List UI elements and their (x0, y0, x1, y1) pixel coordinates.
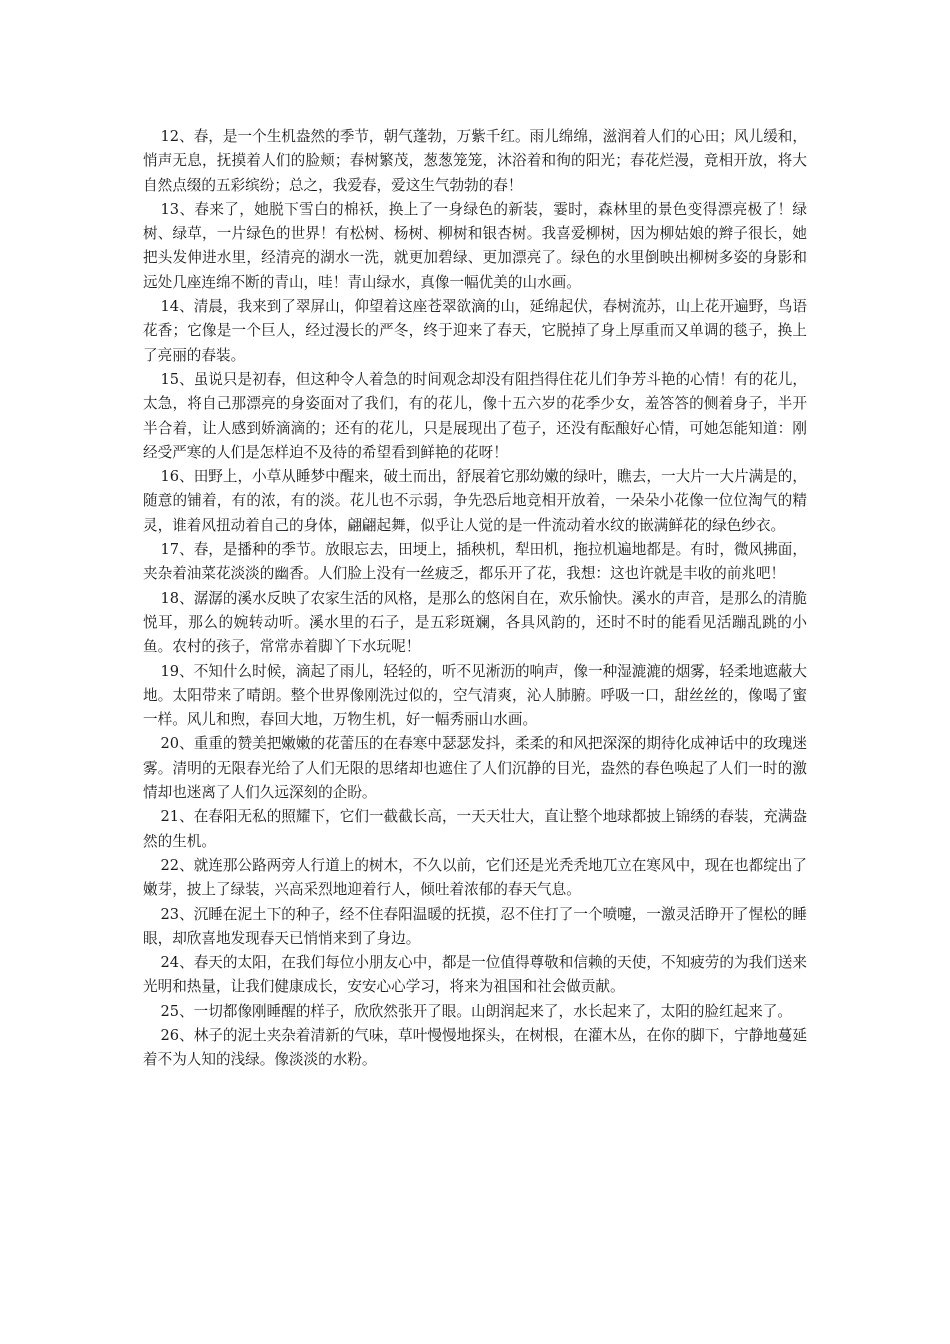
paragraph-16: 16、田野上，小草从睡梦中醒来，破土而出，舒展着它那幼嫩的绿叶，瞧去，一大片一大片满是的，随意的铺着，有的浓，有的淡。花儿也不示弱，争先恐后地竞相开放着，一朵朵小花像一位位淘气的精灵，谁着风扭动着自己的身体，翩翩起舞，似乎让人觉的是一件流动着水纹的嵌满鲜花的绿色纱衣。 (143, 468, 807, 534)
paragraph-20: 20、重重的赞美把嫩嫩的花蕾压的在春寒中瑟瑟发抖，柔柔的和风把深深的期待化成神话中的玫瑰迷雾。清明的无限春光给了人们无限的思绪却也遮住了人们沉静的目光，盎然的春色唤起了人们一时的激情却也迷离了人们久远深刻的企盼。 (143, 735, 807, 802)
paragraph-12: 12、春，是一个生机盎然的季节，朝气蓬勃，万紫千红。雨儿绵绵，滋润着人们的心田；风儿缓和，悄声无息，抚摸着人们的脸颊；春树繁茂，葱葱笼笼，沐浴着和徇的阳光；春花烂漫，竟相开放，将大自然点缀的五彩缤纷；总之，我爱春，爱这生气勃勃的春！ (143, 128, 807, 194)
paragraph-24: 24、春天的太阳，在我们每位小朋友心中，都是一位值得尊敬和信赖的天使，不知疲劳的为我们送来光明和热量，让我们健康成长，安安心心学习，将来为祖国和社会做贡献。 (143, 954, 807, 996)
paragraph-13: 13、春来了，她脱下雪白的棉袄，换上了一身绿色的新装，霎时，森林里的景色变得漂亮极了！绿树、绿草，一片绿色的世界！有松树、杨树、柳树和银杏树。我喜爱柳树，因为柳姑娘的辫子很长，她把头发伸进水里，经清亮的湖水一洗，就更加碧绿、更加漂亮了。绿色的水里倒映出柳树多姿的身影和远处几座连绵不断的青山，哇！青山绿水，真像一幅优美的山水画。 (143, 200, 807, 291)
paragraph-21: 21、在春阳无私的照耀下，它们一截截长高，一天天壮大，直让整个地球都披上锦绣的春装，充满盎然的生机。 (143, 808, 807, 850)
paragraph-23: 23、沉睡在泥土下的种子，经不住春阳温暖的抚摸，忍不住打了一个喷嚏，一激灵活睁开了惺松的睡眼，却欣喜地发现春天已悄悄来到了身边。 (143, 905, 807, 947)
paragraph-19: 19、不知什么时候，滴起了雨儿，轻轻的，听不见淅沥的响声，像一种湿漉漉的烟雾，轻柔地遮蔽大地。太阳带来了晴朗。整个世界像刚洗过似的，空气清爽，沁人肺腑。呼吸一口，甜丝丝的，像喝了蜜一样。风儿和煦，春回大地，万物生机，好一幅秀丽山水画。 (143, 662, 807, 729)
paragraph-17: 17、春，是播种的季节。放眼忘去，田埂上，插秧机，犁田机，拖拉机遍地都是。有时，微风拂面，夹杂着油菜花淡淡的幽香。人们脸上没有一丝疲乏，都乐开了花，我想：这也许就是丰收的前兆吧！ (143, 541, 807, 583)
paragraph-26: 26、林子的泥土夹杂着清新的气味，草叶慢慢地探头，在树根，在灌木丛，在你的脚下，宁静地蔓延着不为人知的浅绿。像淡淡的水粉。 (143, 1026, 807, 1069)
document-body (143, 125, 807, 1073)
paragraph-18: 18、潺潺的溪水反映了农家生活的风格，是那么的悠闲自在，欢乐愉快。溪水的声音，是那么的清脆悦耳，那么的婉转动听。溪水里的石子，是五彩斑斓，各具风韵的，还时不时的能看见活蹦乱跳的小鱼。农村的孩子，常常赤着脚丫下水玩呢！ (143, 589, 807, 656)
paragraph-14: 14、清晨，我来到了翠屏山，仰望着这座苍翠欲滴的山，延绵起伏，春树流苏，山上花开遍野，鸟语花香；它像是一个巨人，经过漫长的严冬，终于迎来了春天，它脱掉了身上厚重而又单调的毯子，换上了亮丽的春装。 (143, 298, 807, 364)
paragraph-15: 15、虽说只是初春，但这种令人着急的时间观念却没有阻挡得住花儿们争芳斗艳的心情！有的花儿，太急，将自己那漂亮的身姿面对了我们，有的花儿，像十五六岁的花季少女，羞答答的侧着身子，半开半合着，让人感到娇滴滴的；还有的花儿，只是展现出了苞子，还没有酝酿好心情，可她怎能知道：刚经受严寒的人们是怎样迫不及待的希望看到鲜艳的花呀！ (143, 370, 807, 461)
paragraph-25: 25、一切都像刚睡醒的样子，欣欣然张开了眼。山朗润起来了，水长起来了，太阳的脸红起来了。 (160, 1002, 793, 1020)
paragraph-22: 22、就连那公路两旁人行道上的树木，不久以前，它们还是光秃秃地兀立在寒风中，现在也都绽出了嫩芽，披上了绿装，兴高采烈地迎着行人，倾吐着浓郁的春天气息。 (143, 856, 807, 899)
